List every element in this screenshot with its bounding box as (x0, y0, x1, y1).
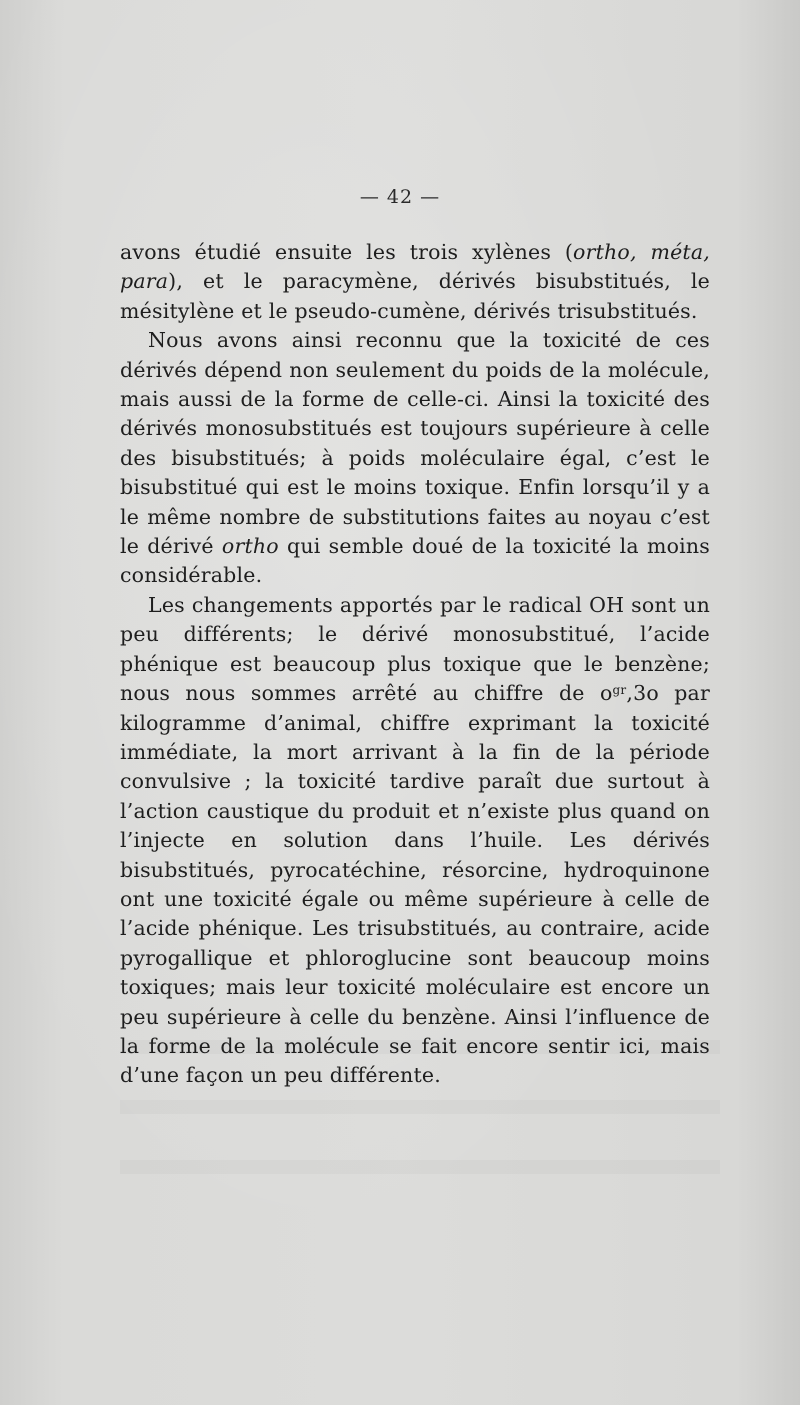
page-number: — 42 — (359, 186, 441, 208)
bleed-through-shadow (120, 1160, 720, 1174)
paragraph (120, 326, 710, 591)
italic-term: ortho, méta, para (120, 240, 710, 294)
text-run: qui semble doué de la toxicité la moins considérable. (120, 534, 711, 588)
body-text (120, 238, 710, 1091)
bleed-through-shadow (120, 1100, 720, 1114)
text-run: Nous avons ainsi reconnu que la toxicité de ces dérivés dépend non seulement du poids de la molécule, mais aussi de la forme de celle-ci. Ainsi la toxicité des dérivés monosubstitués est toujours supérieure à celle des bisubstitués; à poids moléculaire égal, c’est le bisubstitué qui est le moins toxique. Enfin lorsqu’il y a le même nombre de substitutions faites au noyau c’est le dérivé (120, 328, 710, 559)
unit-superscript: gr (612, 683, 627, 698)
paragraph (120, 238, 710, 326)
paragraph (120, 591, 710, 1091)
text-run: avons étudié ensuite les trois xylènes ( (120, 240, 574, 264)
text-run: Les changements apportés par le radical OH sont un peu différents; le dérivé monosubstitué, l’acide phénique est beaucoup plus toxique que le benzène; nous nous sommes arrêté au chiffre de o (120, 592, 710, 706)
italic-term: ortho (221, 534, 279, 559)
text-run: ,3o par kilogramme d’animal, chiffre exprimant la toxicité immédiate, la mort arrivant à la fin de la période convulsive ; la toxicité tardive paraît due surtout à l’action caustique du produit et n’existe plus quand on l’injecte en solution dans l’huile. Les dérivés bisubstitués, pyrocatéchine, résorcine, hydroquinone ont une toxicité égale ou même supérieure à celle de l’acide phénique. Les trisubstitués, au contraire, acide pyrogallique et phloroglucine sont beaucoup moins toxiques; mais leur toxicité moléculaire est encore un peu supérieure à celle du benzène. Ainsi l’influence de la forme de la molécule se fait encore sentir ici, mais d’une façon un peu différente. (120, 681, 710, 1088)
text-run: ), et le paracymène, dérivés bisubstitués, le mésitylène et le pseudo-cumène, dérivés trisubstitués. (120, 269, 710, 323)
